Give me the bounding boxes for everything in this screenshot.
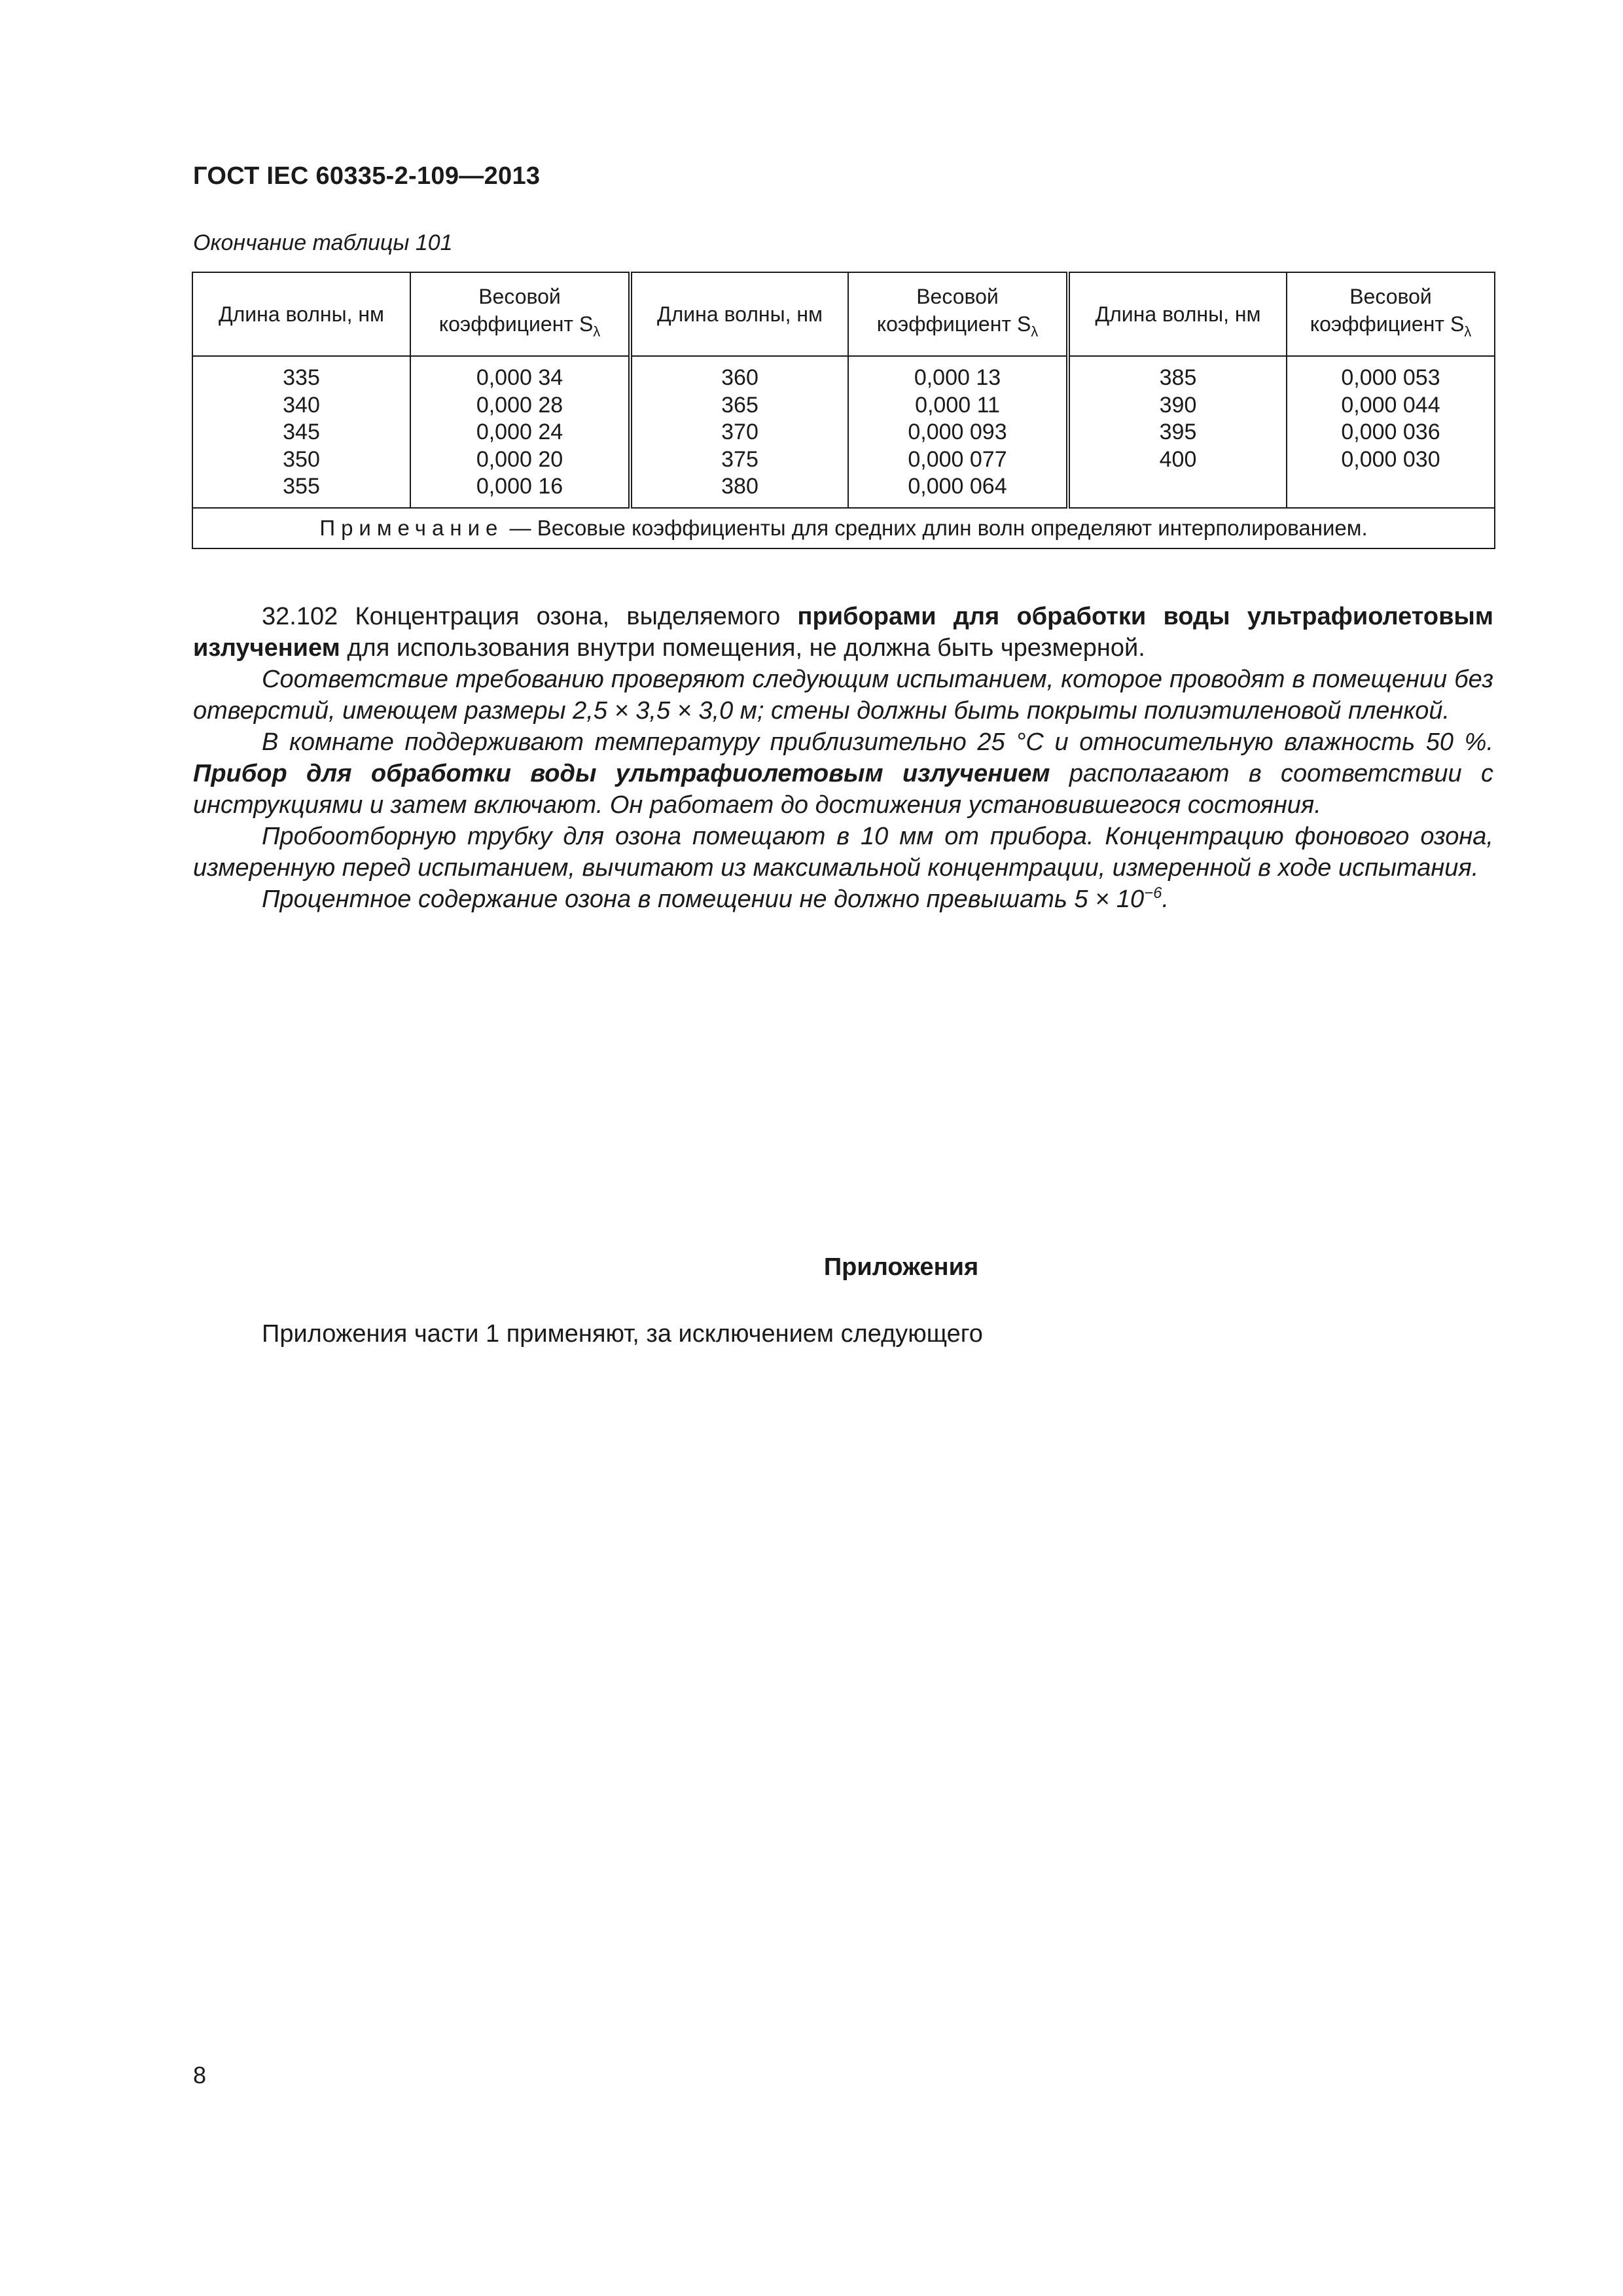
table-cell: 0,000 13 <box>914 365 1001 390</box>
weighting-coefficients-table <box>192 272 1495 549</box>
header-wavelength-1: Длина волны, нм <box>192 272 410 356</box>
table-cell: 340 <box>283 392 320 418</box>
clause-paragraph-3: В комнате поддерживают температуру приблизительно 25 °С и относительную влажность 50 %. Прибор для обработки воды ультрафиолетовым излучением располагают в соответствии с инструкциями и затем включают. Он работает до достижения установившегося состояния. <box>193 728 1493 819</box>
clause-paragraph-2: Соответствие требованию проверяют следующим испытанием, которое проводят в помещении без отверстий, имеющем размеры 2,5 × 3,5 × 3,0 м; стены должны быть покрыты полиэтиленовой пленкой. <box>193 666 1493 725</box>
table-cell: 395 <box>1159 420 1197 444</box>
document-header: ГОСТ IEC 60335-2-109—2013 <box>193 162 541 190</box>
table-cell: 0,000 34 <box>476 365 563 390</box>
header-coefficient-2: Весовой коэффициент $S_\lambda$ <box>848 272 1068 356</box>
table-cell: 0,000 044 <box>1341 392 1440 418</box>
table-cell: 0,000 20 <box>476 446 563 472</box>
annexes-text: Приложения части 1 применяют, за исключением следующего <box>262 1320 983 1348</box>
table-header-row <box>192 272 1495 356</box>
clause-paragraph-4: Пробоотборную трубку для озона помещают в 10 мм от прибора. Концентрацию фонового озона, измеренную перед испытанием, вычитают из максимальной концентрации, измеренной в ходе испытания. <box>193 823 1493 882</box>
column-coefficient-2 <box>848 356 1068 508</box>
table-cell: 380 <box>721 474 758 499</box>
annexes-heading: Приложения <box>823 1253 979 1281</box>
table-cell: 0,000 16 <box>476 474 563 499</box>
table-cell: 350 <box>283 446 320 472</box>
table-cell: 400 <box>1159 446 1197 472</box>
table-cell: 360 <box>721 365 758 390</box>
column-coefficient-3 <box>1287 356 1495 508</box>
table-note <box>192 508 1495 548</box>
table-cell: 0,000 036 <box>1341 420 1440 444</box>
table-cell: 345 <box>283 420 320 444</box>
table-cell: 0,000 24 <box>476 420 563 444</box>
table-cell: 0,000 053 <box>1341 365 1440 390</box>
table-cell: 390 <box>1159 392 1197 418</box>
header-coefficient-3: Весовой коэффициент $S_\lambda$ <box>1287 272 1495 356</box>
table-cell: 385 <box>1159 365 1197 390</box>
page-number: 8 <box>193 2062 207 2089</box>
column-coefficient-1 <box>410 356 630 508</box>
table-cell: 0,000 077 <box>908 446 1007 472</box>
column-wavelength-1 <box>192 356 410 508</box>
note-label: Примечание <box>319 516 504 540</box>
table-cell: 0,000 064 <box>908 474 1007 499</box>
table-cell: 0,000 093 <box>908 420 1007 444</box>
table-cell: 335 <box>283 365 320 390</box>
table-cell: 355 <box>283 474 320 499</box>
header-wavelength-3: Длина волны, нм <box>1068 272 1287 356</box>
note-text: — Весовые коэффициенты для средних длин волн определяют интерполированием. <box>509 516 1368 540</box>
header-coefficient-1: Весовой коэффициент $S_\lambda$ <box>410 272 630 356</box>
table-cell: 365 <box>721 392 758 418</box>
header-wavelength-2: Длина волны, нм <box>630 272 848 356</box>
column-wavelength-3 <box>1068 356 1287 508</box>
table-note-row <box>192 508 1495 548</box>
table-cell: 0,000 28 <box>476 392 563 418</box>
table-cell: 0,000 11 <box>915 392 1000 418</box>
table-cell: 375 <box>721 446 758 472</box>
clause-32-102 <box>193 601 1493 915</box>
clause-paragraph-5: Процентное содержание озона в помещении не должно превышать $5 \times 10^{-6}$. <box>262 884 1169 913</box>
table-data-row <box>192 356 1495 508</box>
table-caption: Окончание таблицы 101 <box>193 230 453 255</box>
column-wavelength-2 <box>630 356 848 508</box>
table-cell: 370 <box>721 420 758 444</box>
clause-paragraph-1: 32.102 Концентрация озона, выделяемого приборами для обработки воды ультрафиолетовым излучением для использования внутри помещения, не должна быть чрезмерной. <box>193 603 1493 662</box>
table-cell: 0,000 030 <box>1341 446 1440 472</box>
